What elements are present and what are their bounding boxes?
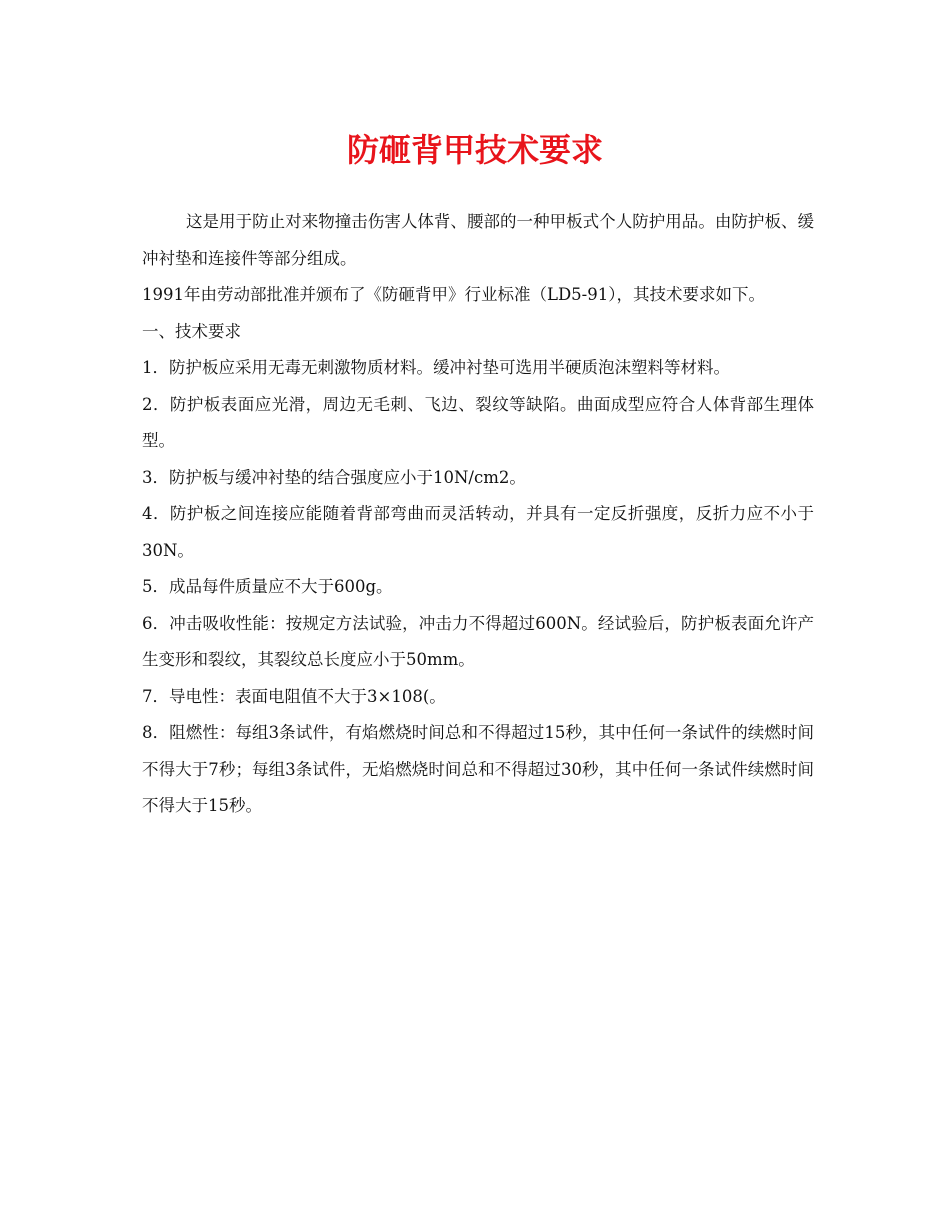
requirement-item-6: 6．冲击吸收性能：按规定方法试验，冲击力不得超过600N。经试验后，防护板表面允许产生变形和裂纹，其裂纹总长度应小于50mm。	[142, 613, 814, 669]
requirement-item-7: 7．导电性：表面电阻值不大于3×108(。	[142, 686, 446, 706]
standard-note-paragraph: 1991年由劳动部批准并颁布了《防砸背甲》行业标准（LD5-91），其技术要求如下。	[142, 285, 765, 304]
requirement-item-2: 2．防护板表面应光滑，周边无毛刺、飞边、裂纹等缺陷。曲面成型应符合人体背部生理体型。	[142, 394, 814, 450]
requirement-item-4: 4．防护板之间连接应能随着背部弯曲而灵活转动，并具有一定反折强度，反折力应不小于30N。	[142, 504, 814, 560]
intro-paragraph: 这是用于防止对来物撞击伤害人体背、腰部的一种甲板式个人防护用品。由防护板、缓冲衬垫和连接件等部分组成。	[142, 212, 814, 268]
document-title: 防砸背甲技术要求	[346, 131, 603, 169]
requirement-item-5: 5．成品每件质量应不大于600g。	[142, 577, 393, 596]
section-heading: 一、技术要求	[142, 321, 241, 341]
requirement-item-8: 8．阻燃性：每组3条试件，有焰燃烧时间总和不得超过15秒，其中任何一条试件的续燃时间不得大于7秒；每组3条试件，无焰燃烧时间总和不得超过30秒，其中任何一条试件续燃时间不得大于15秒。	[142, 723, 814, 815]
requirement-item-1: 1．防护板应采用无毒无刺激物质材料。缓冲衬垫可选用半硬质泡沫塑料等材料。	[142, 358, 730, 377]
requirement-item-3: 3．防护板与缓冲衬垫的结合强度应小于10N/cm2。	[142, 467, 526, 487]
document-body	[142, 204, 814, 825]
